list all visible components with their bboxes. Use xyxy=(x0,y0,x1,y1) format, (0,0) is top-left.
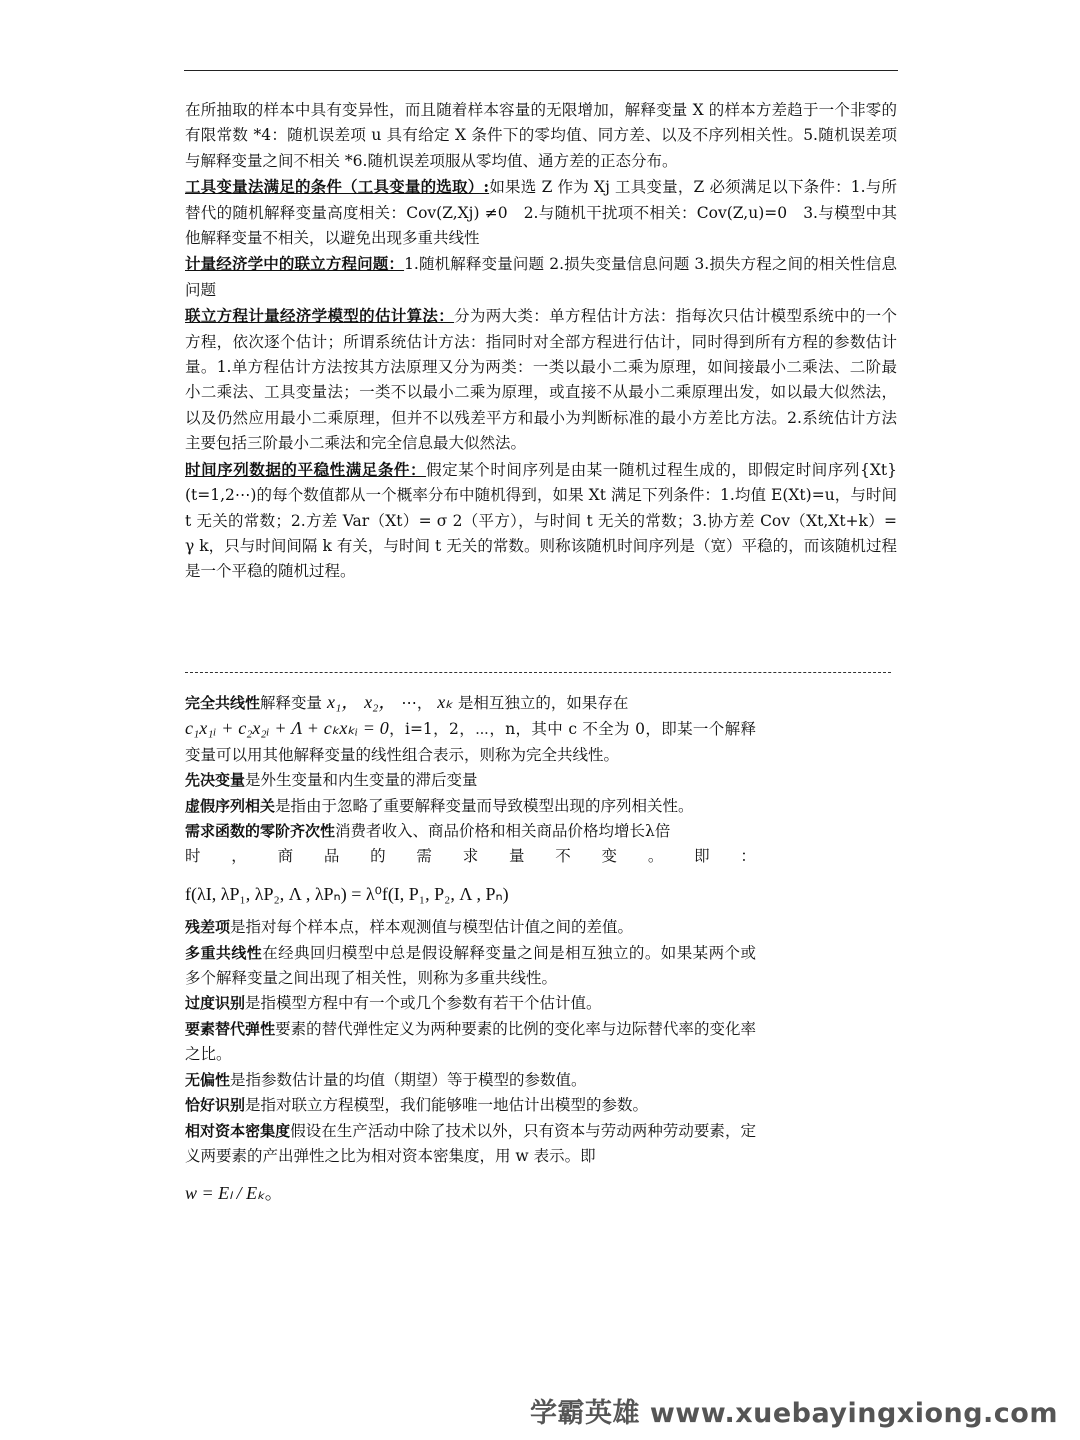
paragraph-assumptions: 在所抽取的样本中具有变异性，而且随着样本容量的无限增加，解释变量 X 的样本方差趋于一个非零的有限常数 *4：随机误差项 u 具有给定 X 条件下的零均值、同方差、以及不序列相关性。5.随机误差项与解释变量之间不相关 *6.随机误差项服从零均值、通方差的正态分布。 xyxy=(185,101,897,170)
text-substitution-elasticity: 要素的替代弹性定义为两种要素的比例的变化率与边际替代率的变化率之比。 xyxy=(185,1019,756,1064)
math-x2: x₂， xyxy=(364,692,397,712)
formula-capital-intensity-line xyxy=(185,1169,756,1214)
term-over-identification: 过度识别 xyxy=(185,994,246,1013)
spread-char: 求 xyxy=(462,847,479,866)
text-residual: 是指对每个样本点，样本观测值与模型估计值之间的差值。 xyxy=(230,918,634,937)
term-unbiasedness: 无偏性 xyxy=(185,1070,231,1089)
formula-linear-combination: c₁x₁ᵢ + c₂x₂ᵢ + Λ + cₖxₖᵢ = 0 xyxy=(185,718,389,739)
formula-demand-homogeneity: f(λI, λP₁, λP₂, Λ , λPₙ) = λ⁰f(I, P₁, P₂, Λ , Pₙ) xyxy=(185,883,509,904)
paragraph-estimation-methods xyxy=(185,303,897,456)
formula-capital-intensity: w = Eₗ / Eₖ xyxy=(185,1183,265,1204)
spread-char: 品 xyxy=(323,847,340,866)
text-demand-homogeneity: 消费者收入、商品价格和相关商品价格均增长λ倍 xyxy=(335,822,671,841)
text-predetermined-variable: 是外生变量和内生变量的滞后变量 xyxy=(245,771,478,790)
spread-char: ： xyxy=(740,847,756,866)
term-substitution-elasticity: 要素替代弹性 xyxy=(185,1019,276,1038)
text-exact-identification: 是指对联立方程模型，我们能够唯一地估计出模型的参数。 xyxy=(245,1096,649,1115)
spread-char: 。 xyxy=(647,847,664,866)
def-spurious-correlation xyxy=(185,794,756,819)
spread-char: 变 xyxy=(601,847,618,866)
def-substitution-elasticity xyxy=(185,1017,756,1068)
text-estimation-methods: 分为两大类：单方程估计方法：指每次只估计模型系统中的一个方程，依次逐个估计；所谓系统估计方法：指同时对全部方程进行估计，同时得到所有方程的参数估计量。1.单方程估计方法按其方法原理又分为两类：一类以最小二乘为原理，如间接最小二乘法、二阶最小二乘法、工具变量法；一类不以最小二乘为原理，或直接不从最小二乘原理出发，如以最大似然法，以及仍然应用最小二乘原理，但并不以残差平方和最小为判断标准的最小方差比方法。2.系统估计方法主要包括三阶最小二乘法和完全信息最大似然法。 xyxy=(185,307,897,453)
text-collinear-c: ，i=1，2，⋯，n，其中 c 不全为 0，即某一个解释变量可以用其他解释变量的线性组合表示，则称为完全共线性。 xyxy=(185,720,756,764)
def-residual xyxy=(185,915,756,940)
term-capital-intensity: 相对资本密集度 xyxy=(185,1121,291,1140)
spread-char: 时 xyxy=(185,847,201,866)
text-stationarity: 假定某个时间序列是由某一随机过程生成的，即假定时间序列{Xt}(t=1,2⋯)的每个数值都从一个概率分布中随机得到，如果 Xt 满足下列条件：1.均值 E(Xt)=u，与时间 t 无关的常数；2.方差 Var（Xt）= σ 2（平方），与时间 t 无关的常数；3.协方差 Cov（Xt,Xt+k）= γ k，只与时间间隔 k 有关，与时间 t 无关的常数。则称该随机时间序列是（宽）平稳的，而该随机过程是一个平稳的随机过程。 xyxy=(185,460,897,581)
text-simultaneous-problems: 1.随机解释变量问题 2.损失变量信息问题 3.损失方程之间的相关性信息问题 xyxy=(185,255,897,299)
heading-stationarity: 时间序列数据的平稳性满足条件： xyxy=(185,459,427,479)
term-multicollinearity: 多重共线性 xyxy=(185,943,263,962)
spread-char: ， xyxy=(231,847,247,866)
text-capital-end: 。 xyxy=(264,1183,283,1204)
text-collinear-b: 是相互独立的，如果存在 xyxy=(457,694,629,712)
definitions-section xyxy=(185,690,756,1215)
text-instrument-variable: 如果选 Z 作为 Xj 工具变量，Z 必须满足以下条件：1.与所替代的随机解释变量高度相关：Cov(Z,Xj) ≠0 2.与随机干扰项不相关：Cov(Z,u)=0 3.与模型中其他解释变量不相关，以避免出现多重共线性 xyxy=(185,178,897,248)
paragraph-simultaneous-problems xyxy=(185,251,897,303)
term-demand-homogeneity: 需求函数的零阶齐次性 xyxy=(185,822,336,841)
header-rule xyxy=(184,70,898,71)
spread-char: 量 xyxy=(508,847,525,866)
site-watermark: 学霸英雄 www.xuebayingxiong.com xyxy=(529,1398,1058,1429)
text-multicollinearity: 在经典回归模型中总是假设解释变量之间是相互独立的。如果某两个或多个解释变量之间出现了相关性，则称为多重共线性。 xyxy=(185,943,756,988)
text-unbiasedness: 是指参数估计量的均值（期望）等于模型的参数值。 xyxy=(230,1070,587,1089)
def-over-identification xyxy=(185,991,756,1016)
def-predetermined-variable xyxy=(185,768,756,793)
math-x1: x₁， xyxy=(326,692,360,712)
term-predetermined-variable: 先决变量 xyxy=(185,771,246,790)
def-perfect-collinearity xyxy=(185,690,756,768)
math-xk: xₖ xyxy=(437,692,453,712)
demand-spread-line xyxy=(185,844,756,869)
paragraph-stationarity xyxy=(185,457,897,585)
def-demand-homogeneity xyxy=(185,819,756,844)
spread-char: 即 xyxy=(694,847,710,866)
text-capital-intensity: 假设在生产活动中除了技术以外，只有资本与劳动两种劳动要素，定义两要素的产出弹性之比为相对资本密集度，用 w 表示。即 xyxy=(185,1121,756,1165)
def-exact-identification xyxy=(185,1093,756,1118)
paragraph-instrument-variable xyxy=(185,174,897,251)
spread-char: 的 xyxy=(370,847,386,866)
heading-estimation-methods: 联立方程计量经济学模型的估计算法： xyxy=(185,306,455,326)
text-over-identification: 是指模型方程中有一个或几个参数有若干个估计值。 xyxy=(245,994,602,1013)
term-spurious-correlation: 虚假序列相关 xyxy=(185,796,276,815)
math-dots: ⋯， xyxy=(401,694,433,712)
spread-char: 需 xyxy=(416,847,432,866)
heading-simultaneous-problems: 计量经济学中的联立方程问题： xyxy=(185,254,405,274)
text-collinear-a: 解释变量 xyxy=(260,694,323,712)
spread-char: 商 xyxy=(277,847,294,866)
spread-char: 不 xyxy=(555,847,571,866)
dashed-separator xyxy=(185,672,891,673)
def-multicollinearity xyxy=(185,941,756,992)
term-exact-identification: 恰好识别 xyxy=(185,1096,246,1115)
def-unbiasedness xyxy=(185,1068,756,1093)
upper-section xyxy=(185,98,897,585)
text-spurious-correlation: 是指由于忽略了重要解释变量而导致模型出现的序列相关性。 xyxy=(275,796,694,815)
def-capital-intensity xyxy=(185,1119,756,1170)
term-residual: 残差项 xyxy=(185,918,231,937)
term-perfect-collinearity: 完全共线性 xyxy=(185,694,261,712)
heading-instrument-variable: 工具变量法满足的条件（工具变量的选取）: xyxy=(185,177,490,197)
